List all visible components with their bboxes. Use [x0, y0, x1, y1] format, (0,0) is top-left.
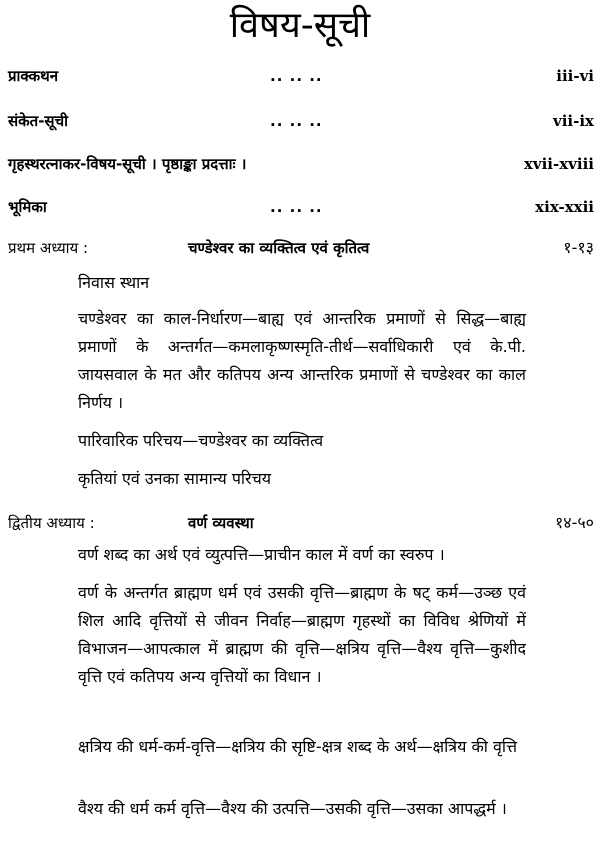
- chapter-heading-1: [8, 235, 594, 261]
- toc-entry-bhumika: [8, 195, 594, 219]
- chapter-1-item: कृतियां एवं उनका सामान्य परिचय: [78, 469, 272, 488]
- chapter-label: प्रथम अध्याय :: [8, 239, 89, 257]
- toc-leader-dots: .. .. ..: [270, 198, 323, 216]
- chapter-heading-2: [8, 510, 594, 536]
- chapter-page-range: १४-५०: [554, 513, 594, 532]
- chapter-2-item: वर्ण शब्द का अर्थ एवं व्युत्पत्ति—प्राचीन काल में वर्ण का स्वरुप ।: [78, 545, 445, 564]
- toc-entry-prakkathan: [8, 64, 594, 88]
- toc-page-range: iii-vi: [556, 67, 594, 85]
- toc-entry-label: गृहस्थरत्नाकर-विषय-सूची । पृष्ठाङ्का प्रदत्ताः ।: [8, 155, 247, 173]
- chapter-title: चण्डेश्वर का व्यक्तित्व एवं कृतित्व: [188, 239, 370, 257]
- chapter-page-range: १-१३: [563, 238, 594, 257]
- toc-entry-sanket-suchi: [8, 109, 594, 133]
- page-title: विषय-सूची: [229, 5, 371, 46]
- toc-leader-dots: .. .. ..: [270, 67, 323, 85]
- toc-entry-label: भूमिका: [8, 198, 47, 216]
- chapter-label: द्वितीय अध्याय :: [8, 514, 95, 532]
- toc-entry-grihastharatnakar: [8, 152, 594, 176]
- toc-page-range: vii-ix: [553, 112, 594, 130]
- toc-page-range: xix-xxii: [535, 198, 594, 216]
- toc-leader-dots: .. .. ..: [270, 112, 323, 130]
- chapter-2-item: वर्ण के अन्तर्गत ब्राह्मण धर्म एवं उसकी वृत्ति—ब्राह्मण के षट् कर्म—उञ्छ एवं शिल आदि वृत्तियों से जीवन निर्वाह—ब्राह्मण गृहस्थों का विविध श्रेणियों में विभाजन—आपत्काल में ब्राह्मण की वृत्ति—क्षत्रिय वृत्ति—वैश्य वृत्ति—कुशीद वृत्ति एवं कतिपय अन्य वृत्तियों का विधान ।: [78, 583, 526, 686]
- toc-entry-label: संकेत-सूची: [8, 112, 68, 130]
- chapter-1-item: चण्डेश्वर का काल-निर्धारण—बाह्य एवं आन्तरिक प्रमाणों से सिद्ध—बाह्य प्रमाणों के अन्तर्गत—कमलाकृष्णस्मृति-तीर्थ—सर्वाधिकारी एवं के.पी. जायसवाल के मत और कतिपय अन्य आन्तरिक प्रमाणों से चण्डेश्वर का काल निर्णय ।: [78, 309, 526, 412]
- chapter-1-item: पारिवारिक परिचय—चण्डेश्वर का व्यक्तित्व: [78, 431, 324, 450]
- toc-entry-label: प्राक्कथन: [8, 67, 59, 85]
- chapter-title: वर्ण व्यवस्था: [188, 514, 254, 532]
- chapter-2-item: क्षत्रिय की धर्म-कर्म-वृत्ति—क्षत्रिय की सृष्टि-क्षत्र शब्द के अर्थ—क्षत्रिय की वृत्ति: [78, 737, 518, 756]
- chapter-1-item: निवास स्थान: [78, 273, 150, 292]
- chapter-2-item: वैश्य की धर्म कर्म वृत्ति—वैश्य की उत्पत्ति—उसकी वृत्ति—उसका आपद्धर्म ।: [78, 799, 507, 818]
- toc-page-range: xvii-xviii: [523, 155, 594, 173]
